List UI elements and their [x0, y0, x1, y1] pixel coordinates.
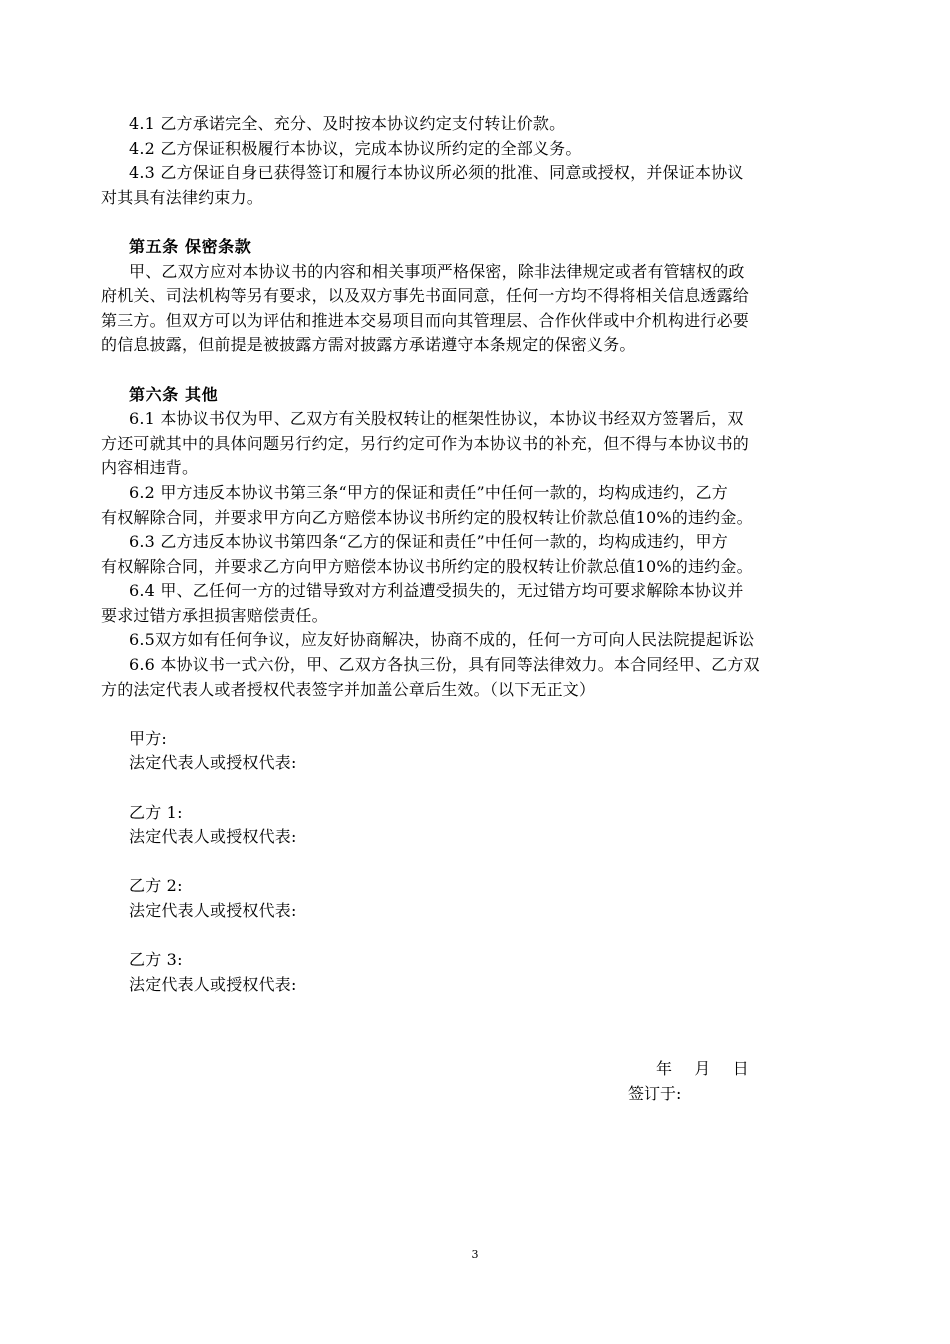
signed-at-label: 签订于: — [628, 1083, 682, 1103]
section-5-heading: 第五条 保密条款 — [129, 236, 252, 256]
signature-block — [101, 727, 853, 998]
clause-6-2-line2: 有权解除合同，并要求甲方向乙方赔偿本协议书所约定的股权转让价款总值10%的违约金。 — [101, 507, 753, 527]
party-b3-representative: 法定代表人或授权代表: — [129, 974, 297, 994]
clause-6-4-line2: 要求过错方承担损害赔偿责任。 — [101, 605, 328, 625]
clause-6-1-line2: 方还可就其中的具体问题另行约定，另行约定可作为本协议书的补充，但不得与本协议书的 — [101, 433, 750, 453]
clause-6-6-line2: 方的法定代表人或者授权代表签字并加盖公章后生效。（以下无正文） — [101, 679, 596, 699]
spacer — [129, 776, 853, 801]
clause-6-3-line1: 6.3 乙方违反本协议书第四条“乙方的保证和责任”中任何一款的，均构成违约，甲方 — [129, 532, 728, 552]
section-5-line1: 甲、乙双方应对本协议书的内容和相关事项严格保密，除非法律规定或者有管辖权的政 — [129, 261, 745, 281]
clause-4-1: 4.1 乙方承诺完全、充分、及时按本协议约定支付转让价款。 — [129, 114, 566, 133]
party-a-label: 甲方: — [129, 728, 167, 748]
clause-4-3-line2: 对其具有法律约束力。 — [101, 187, 264, 207]
date-line: 年 月 日 — [656, 1059, 750, 1078]
section-5-line4: 的信息披露，但前提是被披露方需对披露方承诺遵守本条规定的保密义务。 — [101, 335, 636, 355]
clause-6-6-line1: 6.6 本协议书一式六份，甲、乙双方各执三份，具有同等法律效力。本合同经甲、乙方双 — [129, 655, 760, 675]
spacer — [101, 358, 853, 383]
party-b3-label: 乙方 3: — [129, 950, 183, 970]
clause-6-2-line1: 6.2 甲方违反本协议书第三条“甲方的保证和责任”中任何一款的，均构成违约，乙方 — [129, 482, 728, 502]
party-b1-label: 乙方 1: — [129, 802, 183, 822]
party-b2-representative: 法定代表人或授权代表: — [129, 901, 297, 920]
spacer — [101, 210, 853, 235]
party-b1-representative: 法定代表人或授权代表: — [129, 827, 297, 847]
clause-6-5: 6.5双方如有任何争议，应友好协商解决，协商不成的，任何一方可向人民法院提起诉讼 — [129, 630, 755, 650]
clause-4-3-line1: 4.3 乙方保证自身已获得签订和履行本协议所必须的批准、同意或授权，并保证本协议 — [129, 163, 744, 183]
page-number: 3 — [471, 1248, 479, 1261]
clause-4-2: 4.2 乙方保证积极履行本协议，完成本协议所约定的全部义务。 — [129, 138, 582, 158]
spacer — [101, 702, 853, 727]
section-5-line2: 府机关、司法机构等另有要求，以及双方事先书面同意，任何一方均不得将相关信息透露给 — [101, 286, 750, 306]
party-b2-label: 乙方 2: — [129, 876, 183, 896]
section-5-line3: 第三方。但双方可以为评估和推进本交易项目而向其管理层、合作伙伴或中介机构进行必要 — [101, 310, 750, 330]
spacer — [129, 924, 853, 949]
clause-6-4-line1: 6.4 甲、乙任何一方的过错导致对方利益遭受损失的，无过错方均可要求解除本协议并 — [129, 581, 744, 601]
party-a-representative: 法定代表人或授权代表: — [129, 753, 297, 773]
section-6-heading: 第六条 其他 — [129, 384, 219, 404]
spacer — [129, 850, 853, 875]
clause-6-1-line3: 内容相违背。 — [101, 458, 199, 478]
document-body — [101, 112, 853, 997]
clause-6-1-line1: 6.1 本协议书仅为甲、乙双方有关股权转让的框架性协议，本协议书经双方签署后，双 — [129, 409, 744, 429]
date-block — [628, 1057, 749, 1106]
clause-6-3-line2: 有权解除合同，并要求乙方向甲方赔偿本协议书所约定的股权转让价款总值10%的违约金。 — [101, 556, 753, 576]
